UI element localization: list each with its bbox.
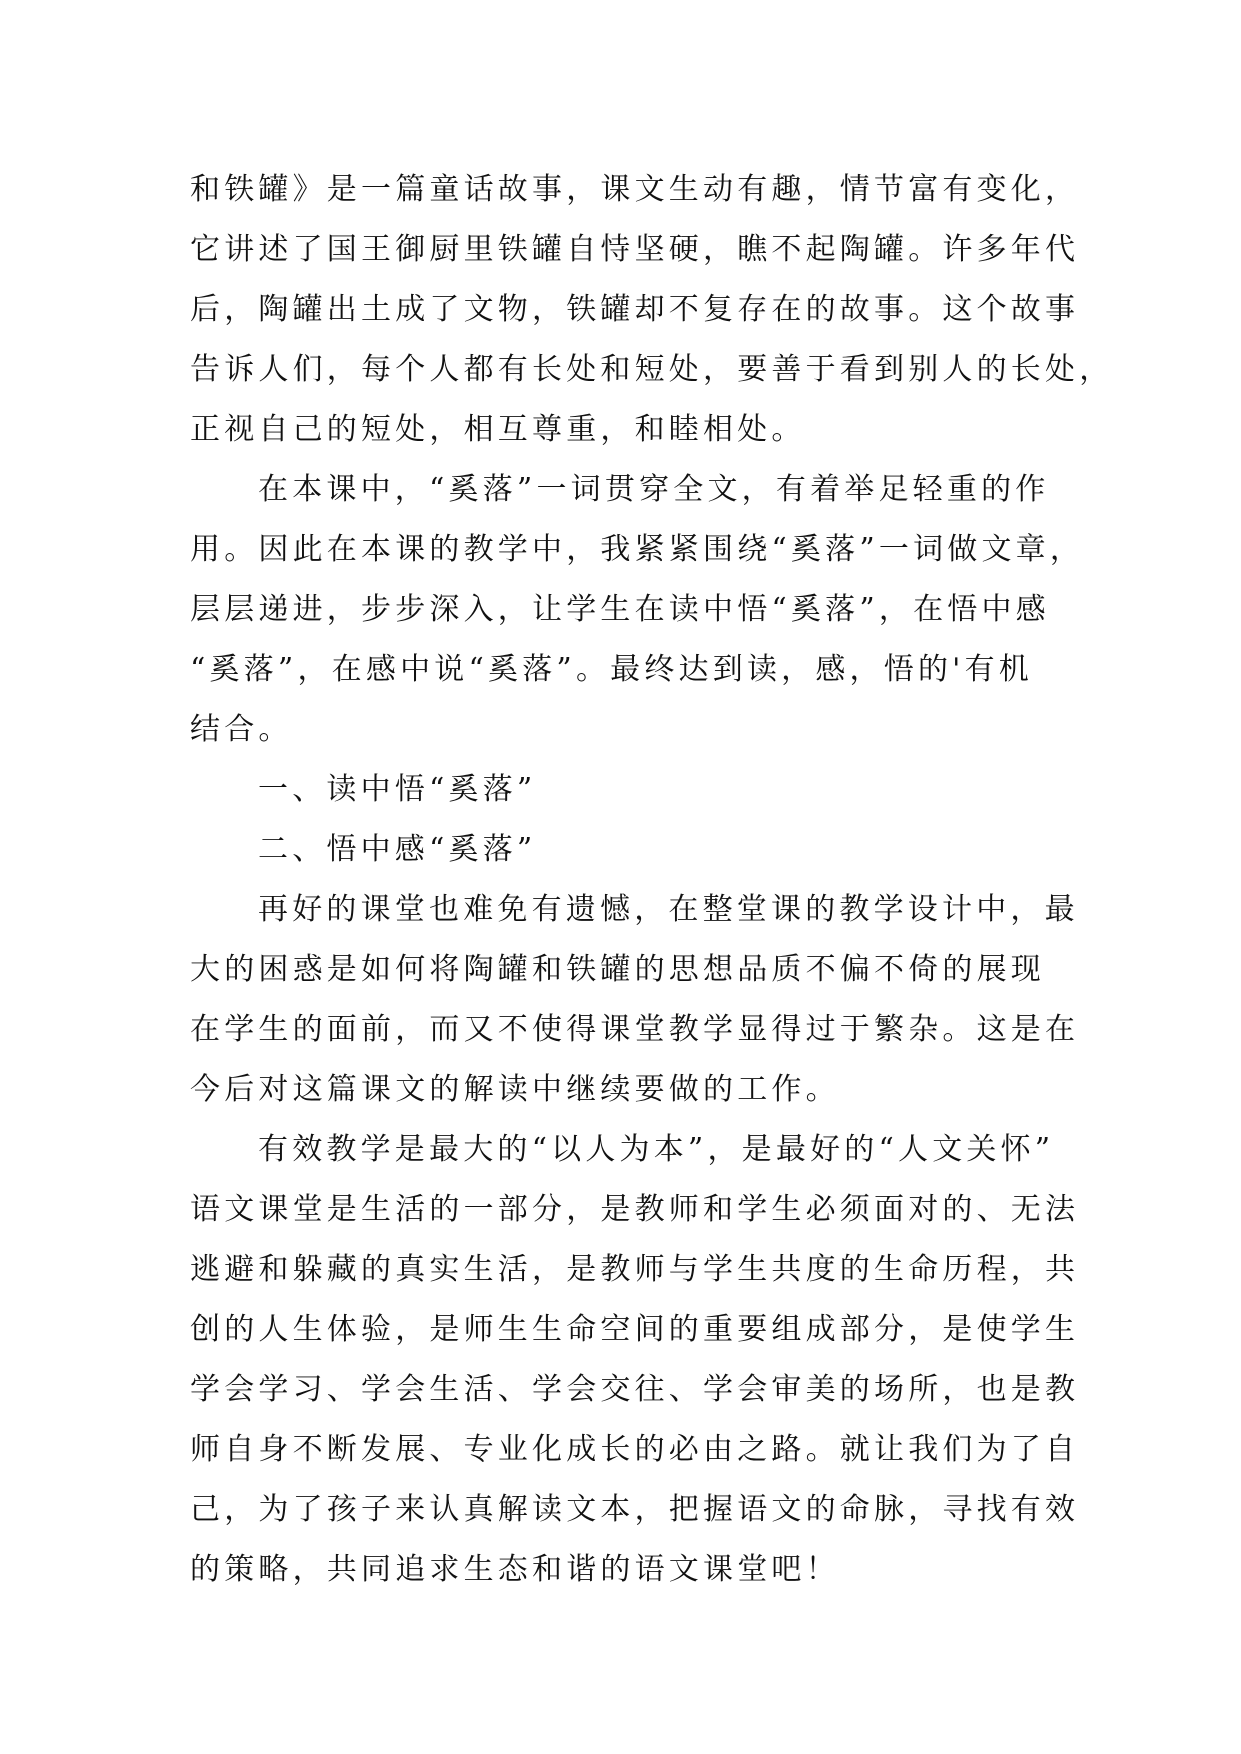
text-line: 它讲述了国王御厨里铁罐自恃坚硬，瞧不起陶罐。许多年代	[190, 232, 1080, 267]
text-line: 创的人生体验，是师生生命空间的重要组成部分，是使学生	[190, 1312, 1080, 1347]
text-line: 在本课中，“奚落”一词贯穿全文，有着举足轻重的作	[258, 472, 1050, 507]
text-line: 大的困惑是如何将陶罐和铁罐的思想品质不偏不倚的展现	[190, 952, 1045, 987]
text-line: “奚落”，在感中说“奚落”。最终达到读，感，悟的'有机	[190, 652, 1033, 687]
text-line: 己，为了孩子来认真解读文本，把握语文的命脉，寻找有效	[190, 1492, 1080, 1527]
document-body	[190, 160, 1114, 1600]
text-line: 逃避和躲藏的真实生活，是教师与学生共度的生命历程，共	[190, 1252, 1080, 1287]
text-line: 正视自己的短处，相互尊重，和睦相处。	[190, 412, 806, 447]
text-line: 有效教学是最大的“以人为本”，是最好的“人文关怀”	[258, 1132, 1055, 1167]
text-line: 层层递进，步步深入，让学生在读中悟“奚落”，在悟中感	[190, 592, 1050, 627]
paragraph-story-summary	[190, 160, 1114, 460]
text-line: 再好的课堂也难免有遗憾，在整堂课的教学设计中，最	[258, 892, 1079, 927]
text-line: 师自身不断发展、专业化成长的必由之路。就让我们为了自	[190, 1432, 1080, 1467]
section-heading-two	[190, 820, 1062, 880]
text-line: 后，陶罐出土成了文物，铁罐却不复存在的故事。这个故事	[190, 292, 1080, 327]
paragraph-conclusion	[190, 1120, 1080, 1600]
text-line: 结合。	[190, 712, 293, 747]
section-heading: 二、悟中感“奚落”	[258, 832, 537, 867]
paragraph-reflection	[190, 880, 1080, 1120]
text-line: 告诉人们，每个人都有长处和短处，要善于看到别人的长处，	[190, 352, 1114, 387]
text-line: 用。因此在本课的教学中，我紧紧围绕“奚落”一词做文章，	[190, 532, 1085, 567]
paragraph-teaching-approach	[190, 460, 1085, 760]
text-line: 在学生的面前，而又不使得课堂教学显得过于繁杂。这是在	[190, 1012, 1080, 1047]
text-line: 今后对这篇课文的解读中继续要做的工作。	[190, 1072, 840, 1107]
text-line: 学会学习、学会生活、学会交往、学会审美的场所，也是教	[190, 1372, 1080, 1407]
text-line: 语文课堂是生活的一部分，是教师和学生必须面对的、无法	[190, 1192, 1080, 1227]
section-heading-one	[190, 760, 1062, 820]
text-line: 的策略，共同追求生态和谐的语文课堂吧！	[190, 1552, 840, 1587]
section-heading: 一、读中悟“奚落”	[258, 772, 537, 807]
text-line: 和铁罐》是一篇童话故事，课文生动有趣，情节富有变化，	[190, 172, 1080, 207]
